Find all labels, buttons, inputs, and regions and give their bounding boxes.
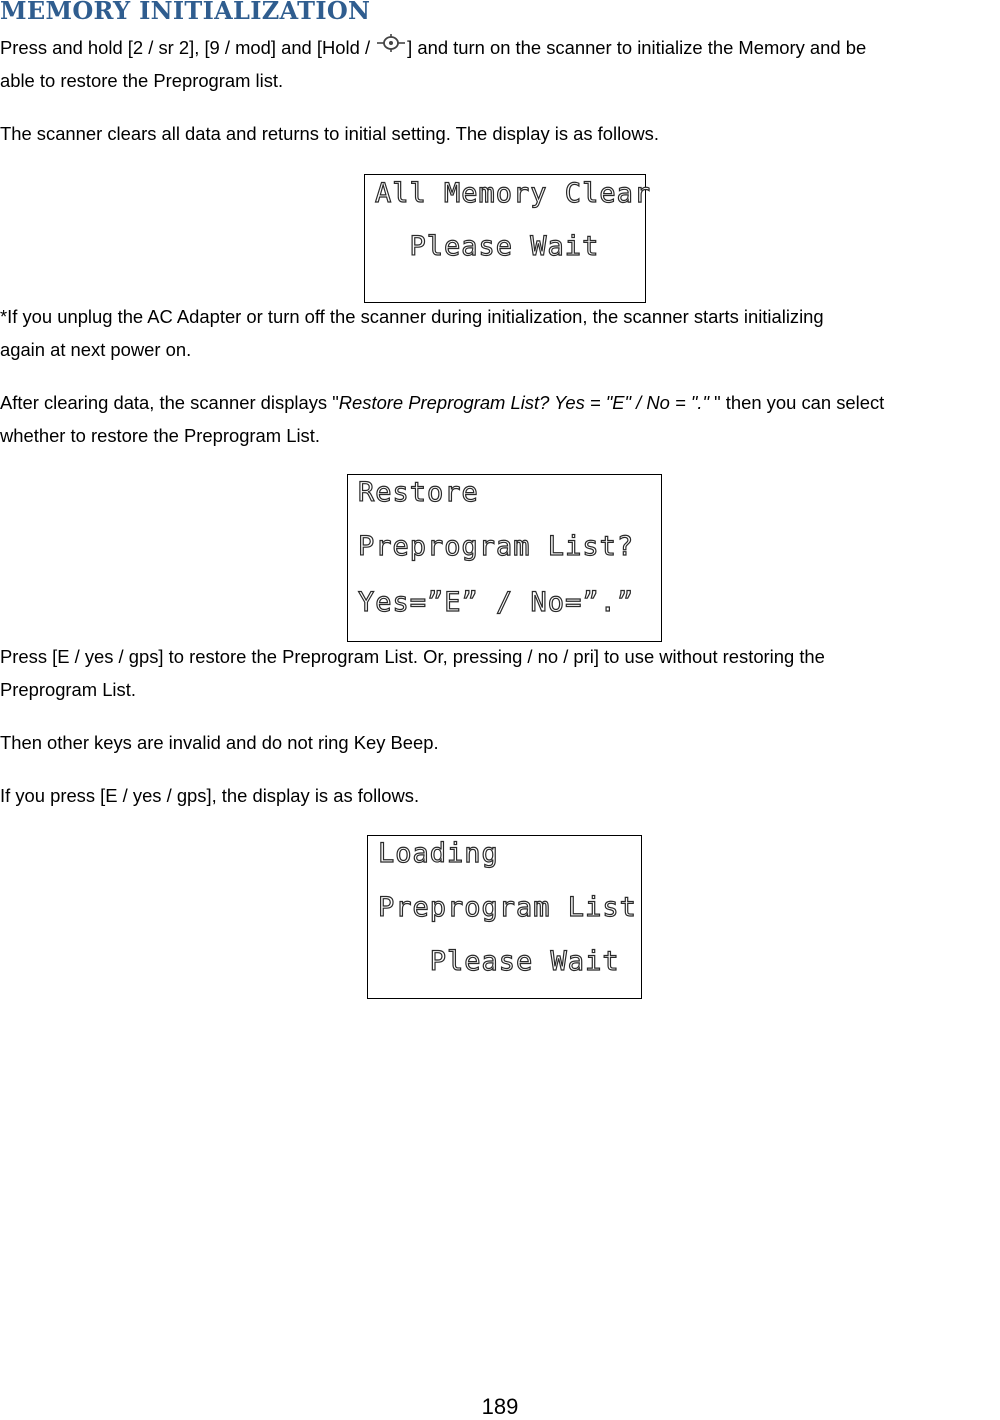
paragraph-line: whether to restore the Preprogram List. <box>0 425 320 446</box>
text-run: ] and turn on the scanner to initialize the Memory and be <box>407 37 867 58</box>
paragraph-line: able to restore the Preprogram list. <box>0 70 284 91</box>
text-run: " then you can select <box>709 392 885 413</box>
paragraph-unplug-note <box>0 300 1000 366</box>
paragraph-line: Press [E / yes / gps] to restore the Preprogram List. Or, pressing / no / pri] to use without restoring the <box>0 646 825 667</box>
paragraph-line: *If you unplug the AC Adapter or turn off the scanner during initialization, the scanner starts initializing <box>0 306 824 327</box>
paragraph-line: again at next power on. <box>0 339 192 360</box>
lcd-line: All Memory Clear <box>375 178 652 209</box>
paragraph-line <box>0 386 1000 419</box>
text-run: Press and hold [2 / sr 2], [9 / mod] and [Hold / <box>0 37 376 58</box>
lcd-line: Please Wait <box>375 231 600 262</box>
paragraph-line <box>0 31 1000 64</box>
paragraph-initialize-instructions <box>0 31 1000 97</box>
paragraph-display-follows: If you press [E / yes / gps], the display is as follows. <box>0 785 420 806</box>
paragraph-press-options <box>0 640 1000 706</box>
lcd-line: Preprogram List? <box>358 531 635 562</box>
paragraph-other-keys: Then other keys are invalid and do not ring Key Beep. <box>0 732 439 753</box>
lcd-display-memory-clear <box>364 174 652 303</box>
lcd-line: Loading <box>378 838 499 869</box>
lcd-line: Restore <box>358 477 479 508</box>
lcd-display-loading <box>367 835 642 999</box>
hold-target-icon <box>376 34 406 60</box>
lcd-display-restore-prompt <box>347 474 662 642</box>
lcd-line: Preprogram List <box>378 892 637 923</box>
paragraph-clears-data: The scanner clears all data and returns to initial setting. The display is as follows. <box>0 123 659 144</box>
text-run: After clearing data, the scanner displays " <box>0 392 339 413</box>
paragraph-restore-prompt <box>0 386 1000 452</box>
text-run-italic: Restore Preprogram List? Yes = "E" / No = "." <box>338 392 710 413</box>
page-title: MEMORY INITIALIZATION <box>0 0 371 25</box>
paragraph-line: Preprogram List. <box>0 679 136 700</box>
lcd-line: Yes=”E” / No=”.” <box>358 587 635 618</box>
lcd-line: Please Wait <box>378 946 620 977</box>
page-number: 189 <box>481 1394 519 1419</box>
